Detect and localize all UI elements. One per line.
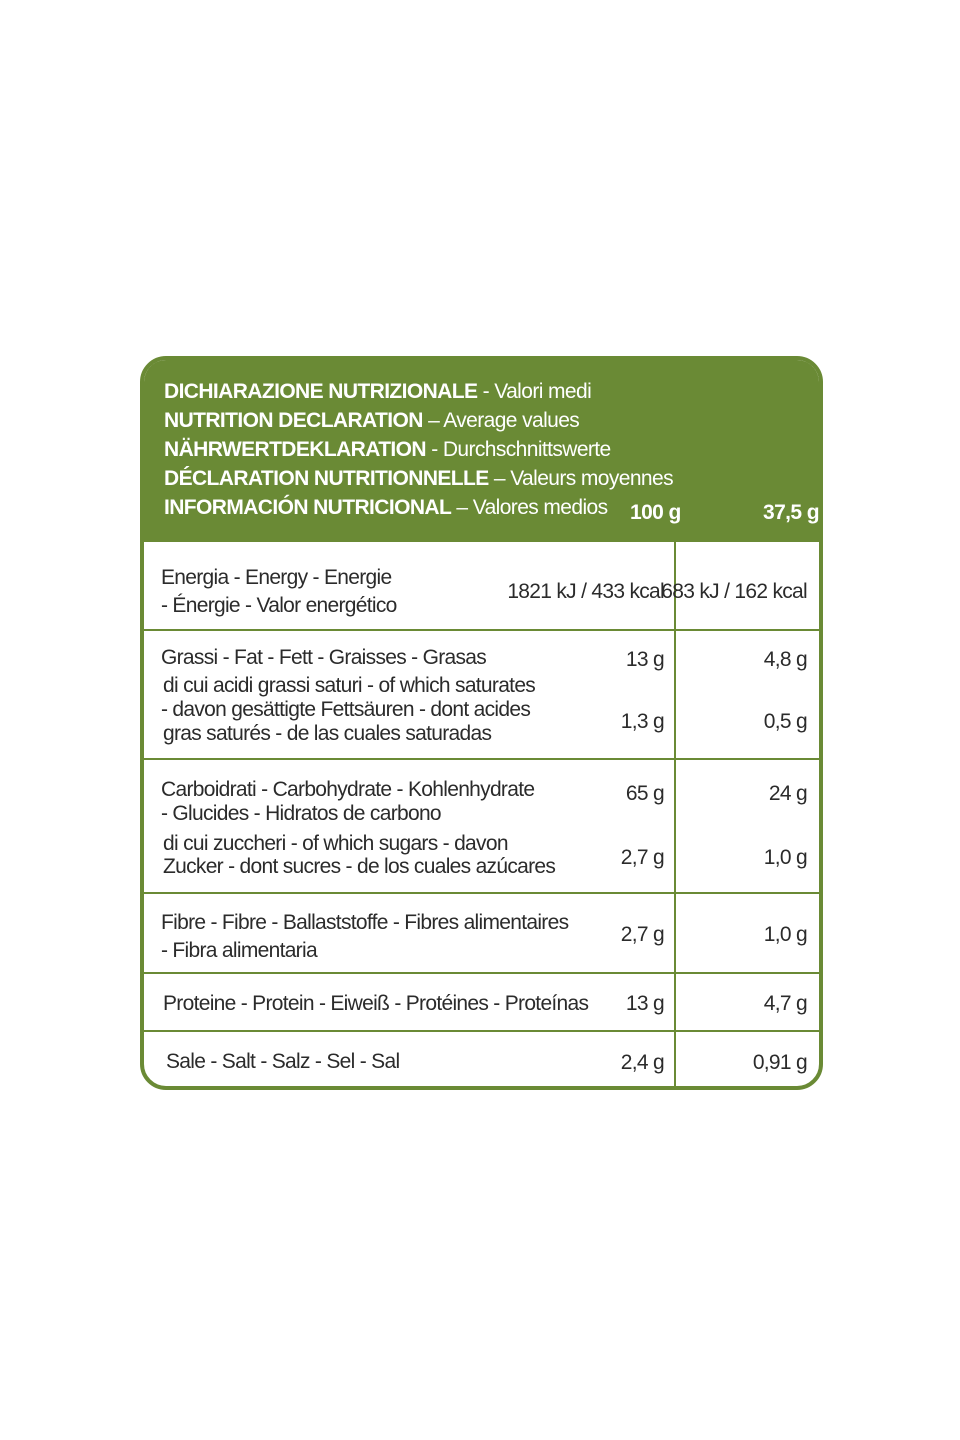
- carbs-value-portion: 24 g: [768, 782, 807, 805]
- protein-value-portion: 4,7 g: [763, 992, 807, 1015]
- carbs-label-line1: Carboidrati - Carbohydrate - Kohlenhydrate: [161, 778, 535, 801]
- column-header-100g: 100 g: [630, 501, 681, 524]
- fibre-value-portion: 1,0 g: [763, 923, 807, 946]
- row-divider: [144, 892, 819, 894]
- energy-label-line1: Energia - Energy - Energie: [161, 566, 392, 589]
- energy-value-100g: 1821 kJ / 433 kcal: [507, 580, 664, 603]
- column-header-portion: 37,5 g: [763, 501, 819, 524]
- sugars-label-line1: di cui zuccheri - of which sugars - davon: [163, 832, 508, 855]
- sugars-value-100g: 2,7 g: [620, 846, 664, 869]
- salt-value-portion: 0,91 g: [752, 1051, 807, 1074]
- fat-value-portion: 4,8 g: [763, 648, 807, 671]
- protein-value-100g: 13 g: [625, 992, 664, 1015]
- header-line-de: NÄHRWERTDEKLARATION - Durchschnittswerte: [164, 438, 611, 461]
- carbs-value-100g: 65 g: [625, 782, 664, 805]
- sugars-value-portion: 1,0 g: [763, 846, 807, 869]
- saturates-value-100g: 1,3 g: [620, 710, 664, 733]
- fat-label: Grassi - Fat - Fett - Graisses - Grasas: [161, 646, 487, 669]
- fibre-label-line2: - Fibra alimentaria: [161, 939, 317, 962]
- saturates-label-line3: gras saturés - de las cuales saturadas: [163, 722, 492, 745]
- header-line-fr: DÉCLARATION NUTRITIONNELLE – Valeurs moyennes: [164, 467, 673, 490]
- row-divider: [144, 629, 819, 631]
- fibre-value-100g: 2,7 g: [620, 923, 664, 946]
- row-divider: [144, 758, 819, 760]
- salt-label: Sale - Salt - Salz - Sel - Sal: [166, 1050, 400, 1073]
- row-divider: [144, 1030, 819, 1032]
- fibre-label-line1: Fibre - Fibre - Ballaststoffe - Fibres alimentaires: [161, 911, 569, 934]
- sugars-label-line2: Zucker - dont sucres - de los cuales azúcares: [163, 855, 556, 878]
- nutrition-header: [144, 360, 819, 542]
- saturates-label-line2: - davon gesättigte Fettsäuren - dont acides: [161, 698, 531, 721]
- fat-value-100g: 13 g: [625, 648, 664, 671]
- energy-value-portion: 683 kJ / 162 kcal: [661, 580, 807, 603]
- header-line-en: NUTRITION DECLARATION – Average values: [164, 409, 580, 432]
- header-line-it: DICHIARAZIONE NUTRIZIONALE - Valori medi: [164, 380, 592, 403]
- carbs-label-line2: - Glucides - Hidratos de carbono: [161, 802, 441, 825]
- protein-label: Proteine - Protein - Eiweiß - Protéines - Proteínas: [163, 992, 589, 1015]
- row-divider: [144, 972, 819, 974]
- header-line-es: INFORMACIÓN NUTRICIONAL – Valores medios: [164, 496, 608, 519]
- salt-value-100g: 2,4 g: [620, 1051, 664, 1074]
- nutrition-label: [140, 356, 823, 1090]
- saturates-value-portion: 0,5 g: [763, 710, 807, 733]
- saturates-label-line1: di cui acidi grassi saturi - of which saturates: [163, 674, 536, 697]
- energy-label-line2: - Énergie - Valor energético: [161, 594, 397, 617]
- column-divider: [674, 542, 676, 1086]
